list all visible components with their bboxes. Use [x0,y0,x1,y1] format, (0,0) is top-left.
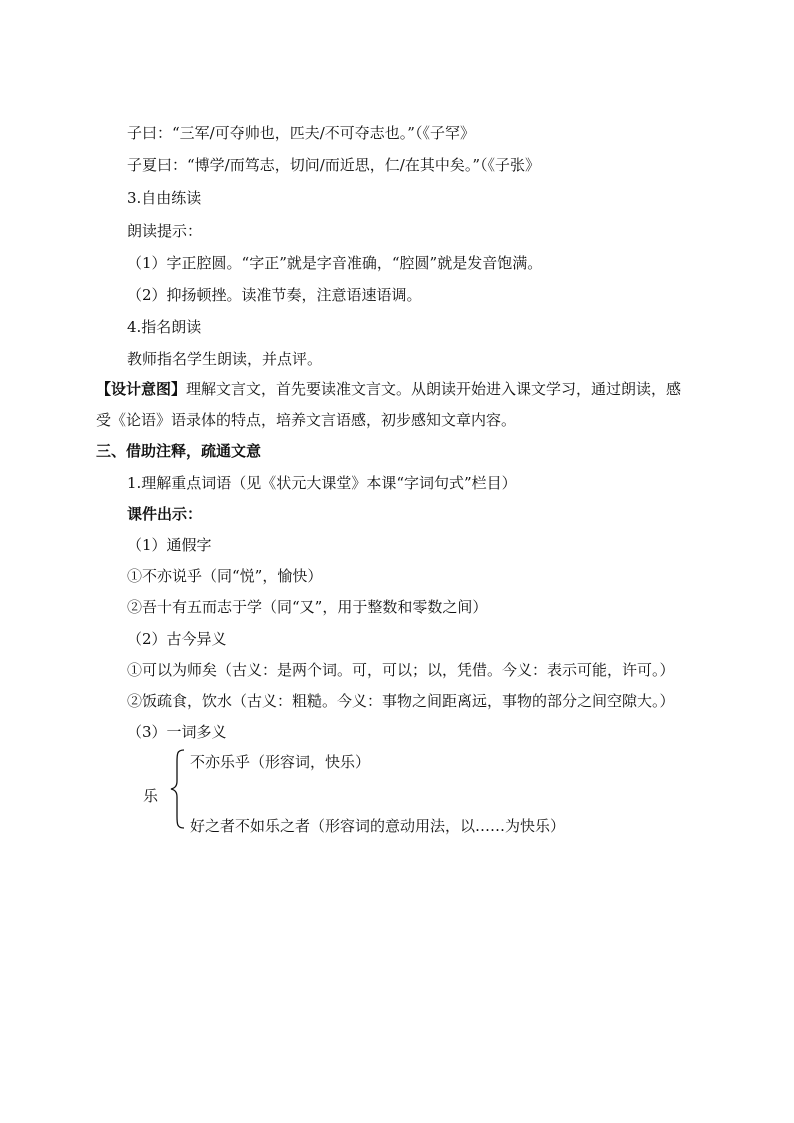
gujinyiyi-a: ①可以为师矣（古义：是两个词。可，可以；以，凭借。今义：表示可能，许可。） [127,661,675,679]
section3-heading: 三、借助注释，疏通文意 [96,442,262,460]
polysemy-meaning-1: 不亦乐乎（形容词，快乐） [190,753,371,771]
quote-zizhang: 子夏曰：“博学/而笃志，切问/而近思，仁/在其中矣。”（《子张》 [127,156,541,174]
polysemy-meaning-2: 好之者不如乐之者（形容词的意动用法，以……为快乐） [190,817,566,835]
polysemy-char: 乐 [143,787,159,805]
yiciduoyi-title: （3）一词多义 [127,723,227,741]
design-intent-line1 [96,379,681,399]
quote-zihan: 子曰：“三军/可夺帅也，匹夫/不可夺志也。”（《子罕》 [127,124,475,142]
gujinyiyi-b: ②饭疏食，饮水（古义：粗糙。今义：事物之间距离远，事物的部分之间空隙大。） [127,692,675,710]
section3-item1: 1.理解重点词语（见《状元大课堂》本课“字词句式”栏目） [127,474,517,492]
tongjiazi-b: ②吾十有五而志于学（同“又”，用于整数和零数之间） [127,598,488,616]
design-intent-label: 【设计意图】 [96,380,187,398]
tongjiazi-title: （1）通假字 [127,536,212,554]
step4-title: 4.指名朗读 [127,318,202,336]
design-intent-text1: 理解文言文，首先要读准文言文。从朗读开始进入课文学习，通过朗读，感 [186,380,682,398]
step4-text: 教师指名学生朗读，并点评。 [127,350,323,368]
left-brace-icon [168,748,188,830]
reading-tips-label: 朗读提示： [127,222,203,240]
reading-tip-2: （2）抑扬顿挫。读准节奏，注意语速语调。 [127,286,422,304]
gujinyiyi-title: （2）古今异义 [127,630,227,648]
tongjiazi-a: ①不亦说乎（同“悦”，愉快） [127,567,323,585]
reading-tip-1: （1）字正腔圆。“字正”就是字音准确，“腔圆”就是发音饱满。 [127,254,543,272]
step3-title: 3.自由练读 [127,189,202,207]
design-intent-line2: 受《论语》语录体的特点，培养文言语感，初步感知文章内容。 [96,411,517,429]
courseware-label: 课件出示： [127,505,203,523]
